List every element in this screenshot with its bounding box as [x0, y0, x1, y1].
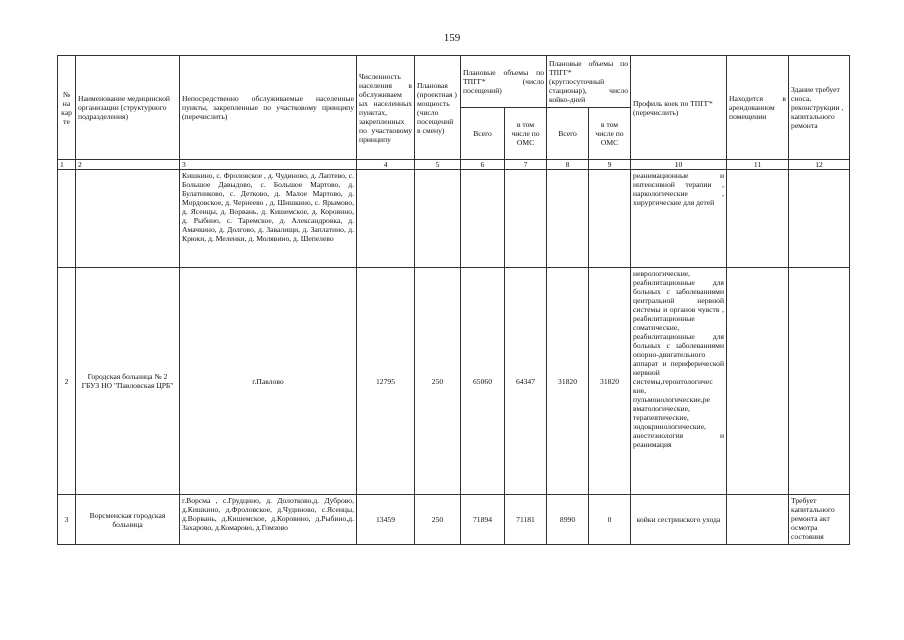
table-row — [58, 495, 850, 545]
bed-days-oms: 31820 — [589, 268, 631, 495]
bed-profile: реанимационные и интенсивной терапии , наркологические , хирургические для детей — [631, 170, 727, 268]
column-number: 9 — [589, 160, 631, 170]
bed-days-total — [547, 170, 589, 268]
column-number: 6 — [461, 160, 505, 170]
header-capacity: Плановая (проектная ) мощность (число посещений в смену) — [415, 56, 461, 160]
header-bed-days-oms: в том числе по ОМС — [589, 108, 631, 160]
organization-name — [76, 170, 180, 268]
header-organization: Наименование медицинской организации (структурного подразделения) — [76, 56, 180, 160]
header-rented: Находится в арендованном помещении — [727, 56, 789, 160]
header-visits-oms: в том числе по ОМС — [505, 108, 547, 160]
table-row — [58, 170, 850, 268]
column-number: 2 — [76, 160, 180, 170]
header-number: № на кар те — [58, 56, 76, 160]
rented-flag — [727, 268, 789, 495]
visits-oms: 64347 — [505, 268, 547, 495]
bed-days-oms: 0 — [589, 495, 631, 545]
header-bed-days-group: Плановые объемы по ТПГГ* (круглосуточный стационар), число койко-дней — [547, 56, 631, 108]
rented-flag — [727, 495, 789, 545]
column-number: 5 — [415, 160, 461, 170]
table-row — [58, 268, 850, 495]
header-bed-days-total: Всего — [547, 108, 589, 160]
header-repair: Здание требует сноса, реконструкции , капитального ремонта — [789, 56, 850, 160]
population: 13459 — [357, 495, 415, 545]
repair-status — [789, 268, 850, 495]
settlements-list: Кишкино, с. Фроловское , д. Чудиново, д. Лаптево, с. Большое Давыдово, с. Большое Мартово, д. Булатниково, с. Детково, д. Малое Мартово, д. Мордовское, д. Чернеево , д. Шишкино, с. Ярымово, д. Ясенцы, д. Ворвань, д. Кишемское, д. Коровино, д. Рыбино, с. Таремское, д. Александровка, д. Амачкино, д. Долгово, д. Завалищи, д. Заплатино, д. Крюки, д. Меленки, д. Молявино, д. Шепелево — [180, 170, 357, 268]
bed-profile: неврологические, реабилитационные для больных с заболеваниями центральной нервной системы и органов чувств , реабилитационные соматические, реабилитационные для больных с заболеваниями опорно-двигательного аппарат и периферической нервной системы,геронтологичес кие, пульмонологические,ре вматологические, терапевтические, эндокринологические, анестезиология и реанимация — [631, 268, 727, 495]
column-number: 11 — [727, 160, 789, 170]
header-bed-profile: Профиль коек по ТПГГ* (перечислить) — [631, 56, 727, 160]
facilities-table — [57, 55, 850, 545]
visits-total — [461, 170, 505, 268]
repair-status: Требует капитального ремонта акт осмотра состояния — [789, 495, 850, 545]
capacity — [415, 170, 461, 268]
visits-total: 65060 — [461, 268, 505, 495]
rented-flag — [727, 170, 789, 268]
column-number: 7 — [505, 160, 547, 170]
bed-days-total: 31820 — [547, 268, 589, 495]
population — [357, 170, 415, 268]
header-visits-total: Всего — [461, 108, 505, 160]
header-visits-group: Плановые объемы по ТПГГ* (число посещений) — [461, 56, 547, 108]
page-number: 159 — [443, 32, 461, 44]
row-number: 2 — [58, 268, 76, 495]
column-number-row — [58, 160, 850, 170]
column-number: 1 — [58, 160, 76, 170]
column-number: 4 — [357, 160, 415, 170]
visits-total: 71894 — [461, 495, 505, 545]
organization-name: Ворсменская городская больница — [76, 495, 180, 545]
column-number: 3 — [180, 160, 357, 170]
population: 12795 — [357, 268, 415, 495]
header-settlements: Непосредственно обслуживаемые населенные пункты, закрепленные по участковому принципу (перечислить) — [180, 56, 357, 160]
visits-oms: 71181 — [505, 495, 547, 545]
column-number: 10 — [631, 160, 727, 170]
bed-profile: койки сестринского ухода — [631, 495, 727, 545]
bed-days-total: 8990 — [547, 495, 589, 545]
column-number: 12 — [789, 160, 850, 170]
repair-status — [789, 170, 850, 268]
bed-days-oms — [589, 170, 631, 268]
visits-oms — [505, 170, 547, 268]
organization-name: Городская больница № 2 ГБУЗ НО "Павловская ЦРБ" — [76, 268, 180, 495]
capacity: 250 — [415, 268, 461, 495]
header-population: Численность населения в обслуживаем ых населенных пунктах, закрепленных по участковому принципу — [357, 56, 415, 160]
column-number: 8 — [547, 160, 589, 170]
settlements-list: г.Ворсма , с.Грудцино, д. Долотково,д. Дуброво, д.Кишкино, д.Фроловское, д.Чудиново, с.Ясенцы, д.Ворвань, д.Кишемское, д.Коровино, д.Рыбино,д. Захарово, д.Комарово, д.Гомзово — [180, 495, 357, 545]
capacity: 250 — [415, 495, 461, 545]
row-number — [58, 170, 76, 268]
settlements-list: г.Павлово — [180, 268, 357, 495]
row-number: 3 — [58, 495, 76, 545]
